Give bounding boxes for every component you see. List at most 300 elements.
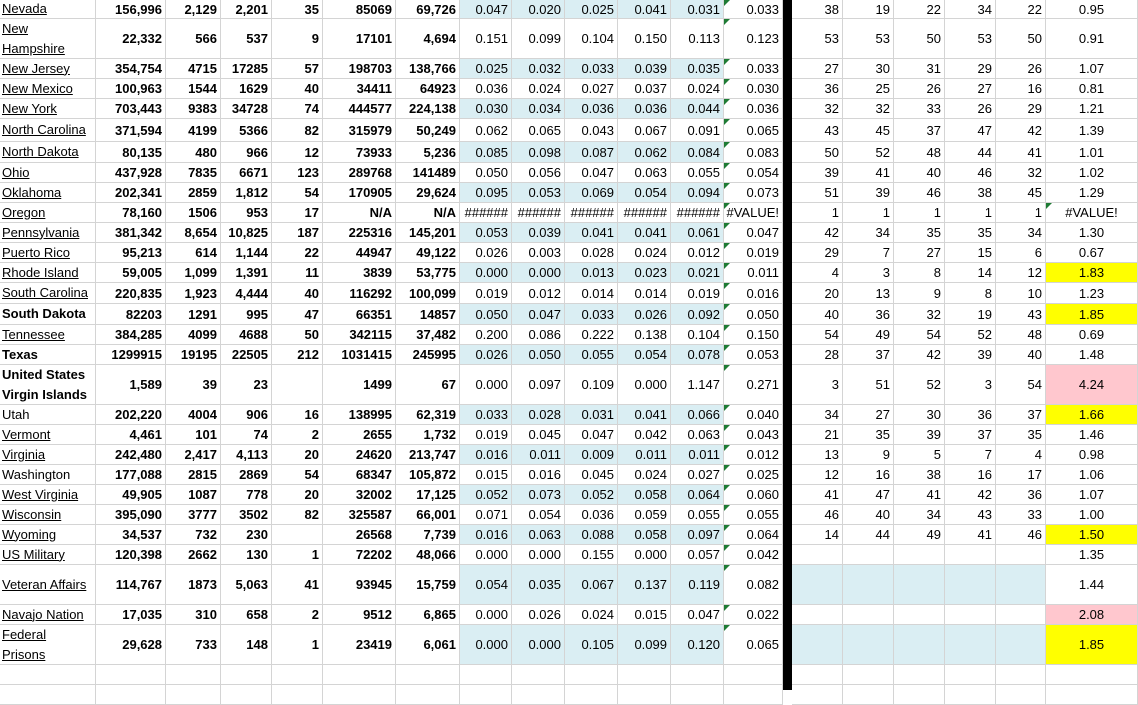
rank-cell[interactable]: 46 — [945, 163, 996, 183]
ratio-cell[interactable]: 1.44 — [1046, 565, 1138, 605]
count-cell[interactable]: 1291 — [166, 304, 221, 325]
rank-cell[interactable] — [996, 665, 1046, 685]
count-cell[interactable]: 48,066 — [396, 545, 460, 565]
rate-cell[interactable]: 0.028 — [512, 405, 565, 425]
state-name-cell[interactable] — [0, 445, 96, 465]
rank-cell[interactable]: 32 — [843, 99, 894, 119]
rate-cell[interactable] — [724, 685, 783, 705]
rank-cell[interactable]: 27 — [894, 243, 945, 263]
count-cell[interactable]: 4099 — [166, 325, 221, 345]
state-name[interactable]: New Jersey — [2, 60, 70, 76]
rank-cell[interactable]: 45 — [996, 183, 1046, 203]
rank-cell[interactable]: 19 — [843, 0, 894, 19]
rank-cell[interactable]: 28 — [792, 345, 843, 365]
state-name[interactable]: North Dakota — [2, 144, 79, 159]
rank-cell[interactable]: 46 — [792, 505, 843, 525]
count-cell[interactable]: 66,001 — [396, 505, 460, 525]
count-cell[interactable]: 138,766 — [396, 59, 460, 79]
count-cell[interactable]: 148 — [221, 625, 272, 665]
rank-cell[interactable]: 32 — [996, 163, 1046, 183]
rate-cell[interactable]: 0.020 — [512, 0, 565, 19]
rank-cell[interactable]: 9 — [894, 283, 945, 304]
rate-cell[interactable]: 0.062 — [618, 142, 671, 163]
count-cell[interactable]: 4688 — [221, 325, 272, 345]
rank-cell[interactable] — [996, 545, 1046, 565]
rate-cell[interactable]: 0.065 — [724, 625, 783, 665]
rate-cell[interactable]: 0.099 — [512, 19, 565, 59]
rate-cell[interactable]: 0.053 — [512, 183, 565, 203]
count-cell[interactable]: 44947 — [323, 243, 396, 263]
rate-cell[interactable]: 0.054 — [512, 505, 565, 525]
state-name-cell[interactable] — [0, 345, 96, 365]
rank-cell[interactable]: 44 — [945, 142, 996, 163]
count-cell[interactable]: 1,812 — [221, 183, 272, 203]
count-cell[interactable]: 310 — [166, 605, 221, 625]
rate-cell[interactable] — [460, 685, 512, 705]
rank-cell[interactable] — [894, 625, 945, 665]
rate-cell[interactable]: 0.123 — [724, 19, 783, 59]
rate-cell[interactable]: 0.041 — [618, 405, 671, 425]
count-cell[interactable]: 953 — [221, 203, 272, 223]
ratio-cell[interactable]: 1.66 — [1046, 405, 1138, 425]
rank-cell[interactable]: 36 — [843, 304, 894, 325]
count-cell[interactable]: 202,220 — [96, 405, 166, 425]
rate-cell[interactable]: 0.063 — [618, 163, 671, 183]
rank-cell[interactable] — [996, 565, 1046, 605]
rank-cell[interactable]: 50 — [792, 142, 843, 163]
rank-cell[interactable]: 29 — [792, 243, 843, 263]
rate-cell[interactable]: 0.052 — [460, 485, 512, 505]
rank-cell[interactable]: 52 — [945, 325, 996, 345]
rank-cell[interactable]: 40 — [996, 345, 1046, 365]
rate-cell[interactable]: 0.055 — [671, 505, 724, 525]
rate-cell[interactable]: 0.047 — [460, 0, 512, 19]
rank-cell[interactable]: 30 — [894, 405, 945, 425]
count-cell[interactable] — [396, 665, 460, 685]
count-cell[interactable]: 198703 — [323, 59, 396, 79]
count-cell[interactable]: 54 — [272, 465, 323, 485]
rank-cell[interactable] — [792, 625, 843, 665]
count-cell[interactable]: 72202 — [323, 545, 396, 565]
state-name-cell[interactable] — [0, 625, 96, 665]
count-cell[interactable]: 40 — [272, 283, 323, 304]
rate-cell[interactable]: 0.095 — [460, 183, 512, 203]
rate-cell[interactable]: 0.041 — [565, 223, 618, 243]
count-cell[interactable]: 49,905 — [96, 485, 166, 505]
count-cell[interactable]: 24620 — [323, 445, 396, 465]
ratio-cell[interactable]: 2.08 — [1046, 605, 1138, 625]
state-name-cell[interactable] — [0, 243, 96, 263]
count-cell[interactable]: 4004 — [166, 405, 221, 425]
rank-cell[interactable] — [792, 685, 843, 705]
rank-cell[interactable] — [843, 625, 894, 665]
rank-cell[interactable]: 32 — [894, 304, 945, 325]
count-cell[interactable] — [221, 665, 272, 685]
rank-cell[interactable]: 27 — [945, 79, 996, 99]
state-name[interactable]: Veteran Affairs — [2, 576, 87, 592]
rate-cell[interactable]: 0.047 — [724, 223, 783, 243]
count-cell[interactable]: 2 — [272, 605, 323, 625]
rate-cell[interactable]: 0.155 — [565, 545, 618, 565]
state-name-cell[interactable] — [0, 79, 96, 99]
count-cell[interactable] — [166, 685, 221, 705]
count-cell[interactable]: 59,005 — [96, 263, 166, 283]
rate-cell[interactable]: 0.047 — [671, 605, 724, 625]
state-name[interactable]: Wisconsin — [2, 506, 62, 522]
count-cell[interactable]: 78,160 — [96, 203, 166, 223]
rank-cell[interactable]: 43 — [792, 119, 843, 142]
count-cell[interactable]: 54 — [272, 183, 323, 203]
rank-cell[interactable] — [792, 605, 843, 625]
rate-cell[interactable]: 0.050 — [512, 345, 565, 365]
state-name[interactable]: Ohio — [2, 164, 30, 180]
rank-cell[interactable]: 3 — [945, 365, 996, 405]
rank-cell[interactable]: 30 — [843, 59, 894, 79]
rate-cell[interactable]: ###### — [512, 203, 565, 223]
state-name-cell[interactable] — [0, 263, 96, 283]
count-cell[interactable]: 966 — [221, 142, 272, 163]
count-cell[interactable]: 32002 — [323, 485, 396, 505]
rank-cell[interactable]: 17 — [996, 465, 1046, 485]
rank-cell[interactable]: 42 — [894, 345, 945, 365]
rate-cell[interactable]: 0.022 — [724, 605, 783, 625]
rate-cell[interactable]: 0.037 — [618, 79, 671, 99]
rate-cell[interactable]: ###### — [460, 203, 512, 223]
rate-cell[interactable]: 0.053 — [460, 223, 512, 243]
count-cell[interactable]: 2859 — [166, 183, 221, 203]
rank-cell[interactable]: 47 — [843, 485, 894, 505]
rate-cell[interactable]: 0.027 — [671, 465, 724, 485]
rank-cell[interactable]: 15 — [945, 243, 996, 263]
rate-cell[interactable]: 0.073 — [724, 183, 783, 203]
rank-cell[interactable]: 26 — [945, 99, 996, 119]
rank-cell[interactable]: 41 — [792, 485, 843, 505]
count-cell[interactable]: 381,342 — [96, 223, 166, 243]
state-name-cell[interactable] — [0, 525, 96, 545]
count-cell[interactable]: 1,923 — [166, 283, 221, 304]
count-cell[interactable]: 2 — [272, 425, 323, 445]
count-cell[interactable] — [96, 685, 166, 705]
rank-cell[interactable]: 53 — [843, 19, 894, 59]
count-cell[interactable]: 101 — [166, 425, 221, 445]
rate-cell[interactable]: 0.082 — [724, 565, 783, 605]
rate-cell[interactable]: 0.055 — [565, 345, 618, 365]
count-cell[interactable]: 6,061 — [396, 625, 460, 665]
rate-cell[interactable]: 0.025 — [460, 59, 512, 79]
rank-cell[interactable]: 46 — [894, 183, 945, 203]
state-name[interactable]: New York — [2, 100, 57, 116]
count-cell[interactable]: 230 — [221, 525, 272, 545]
rate-cell[interactable]: 0.150 — [618, 19, 671, 59]
count-cell[interactable]: 39 — [166, 365, 221, 405]
count-cell[interactable]: 16 — [272, 405, 323, 425]
rate-cell[interactable]: 0.015 — [460, 465, 512, 485]
rank-cell[interactable]: 41 — [894, 485, 945, 505]
count-cell[interactable]: 444577 — [323, 99, 396, 119]
rate-cell[interactable]: 0.032 — [512, 59, 565, 79]
count-cell[interactable]: 82 — [272, 505, 323, 525]
count-cell[interactable]: 9512 — [323, 605, 396, 625]
rate-cell[interactable]: 0.063 — [512, 525, 565, 545]
rate-cell[interactable]: 0.065 — [724, 119, 783, 142]
ratio-cell[interactable]: 0.67 — [1046, 243, 1138, 263]
rank-cell[interactable]: 54 — [792, 325, 843, 345]
count-cell[interactable]: 34411 — [323, 79, 396, 99]
state-name-cell[interactable] — [0, 485, 96, 505]
rate-cell[interactable]: 0.012 — [512, 283, 565, 304]
rank-cell[interactable]: 51 — [843, 365, 894, 405]
rate-cell[interactable]: 0.065 — [512, 119, 565, 142]
state-name[interactable]: New Mexico — [2, 80, 73, 96]
rank-cell[interactable]: 8 — [945, 283, 996, 304]
rate-cell[interactable]: 0.047 — [565, 163, 618, 183]
count-cell[interactable]: 37,482 — [396, 325, 460, 345]
rate-cell[interactable]: 0.000 — [512, 545, 565, 565]
rank-cell[interactable]: 42 — [945, 485, 996, 505]
state-name-cell[interactable] — [0, 465, 96, 485]
rank-cell[interactable]: 43 — [945, 505, 996, 525]
count-cell[interactable]: 4,113 — [221, 445, 272, 465]
rank-cell[interactable]: 27 — [843, 405, 894, 425]
rate-cell[interactable]: 0.088 — [565, 525, 618, 545]
count-cell[interactable]: 22505 — [221, 345, 272, 365]
rate-cell[interactable]: 0.066 — [671, 405, 724, 425]
count-cell[interactable]: 138995 — [323, 405, 396, 425]
count-cell[interactable]: 1087 — [166, 485, 221, 505]
rank-cell[interactable]: 29 — [945, 59, 996, 79]
rate-cell[interactable]: 0.060 — [724, 485, 783, 505]
rate-cell[interactable] — [512, 685, 565, 705]
count-cell[interactable]: 1873 — [166, 565, 221, 605]
rate-cell[interactable]: 0.055 — [671, 163, 724, 183]
rate-cell[interactable]: 0.019 — [460, 283, 512, 304]
rate-cell[interactable]: 0.016 — [460, 445, 512, 465]
count-cell[interactable]: 202,341 — [96, 183, 166, 203]
rate-cell[interactable]: 0.019 — [671, 283, 724, 304]
count-cell[interactable]: 62,319 — [396, 405, 460, 425]
count-cell[interactable]: 50 — [272, 325, 323, 345]
rate-cell[interactable]: 0.003 — [512, 243, 565, 263]
rate-cell[interactable]: 0.019 — [460, 425, 512, 445]
count-cell[interactable]: 2662 — [166, 545, 221, 565]
count-cell[interactable] — [396, 685, 460, 705]
rate-cell[interactable]: 0.009 — [565, 445, 618, 465]
count-cell[interactable]: 17285 — [221, 59, 272, 79]
count-cell[interactable]: 85069 — [323, 0, 396, 19]
count-cell[interactable]: 732 — [166, 525, 221, 545]
count-cell[interactable]: 1031415 — [323, 345, 396, 365]
rate-cell[interactable]: 0.222 — [565, 325, 618, 345]
ratio-cell[interactable]: 1.07 — [1046, 59, 1138, 79]
rank-cell[interactable]: 39 — [945, 345, 996, 365]
count-cell[interactable] — [96, 665, 166, 685]
count-cell[interactable]: 1,391 — [221, 263, 272, 283]
rate-cell[interactable]: 0.000 — [512, 625, 565, 665]
rank-cell[interactable]: 53 — [792, 19, 843, 59]
count-cell[interactable]: 7835 — [166, 163, 221, 183]
state-name[interactable]: New Hampshire — [2, 20, 65, 56]
ratio-cell[interactable]: 1.50 — [1046, 525, 1138, 545]
ratio-cell[interactable]: 1.85 — [1046, 304, 1138, 325]
count-cell[interactable]: 10,825 — [221, 223, 272, 243]
count-cell[interactable]: 20 — [272, 445, 323, 465]
rank-cell[interactable] — [996, 685, 1046, 705]
count-cell[interactable]: 2815 — [166, 465, 221, 485]
ratio-cell[interactable] — [1046, 685, 1138, 705]
count-cell[interactable]: 170905 — [323, 183, 396, 203]
count-cell[interactable]: 1544 — [166, 79, 221, 99]
count-cell[interactable]: 289768 — [323, 163, 396, 183]
count-cell[interactable]: 224,138 — [396, 99, 460, 119]
count-cell[interactable]: 69,726 — [396, 0, 460, 19]
count-cell[interactable]: 17101 — [323, 19, 396, 59]
rank-cell[interactable]: 52 — [894, 365, 945, 405]
count-cell[interactable] — [272, 685, 323, 705]
count-cell[interactable]: 15,759 — [396, 565, 460, 605]
rank-cell[interactable]: 13 — [843, 283, 894, 304]
rate-cell[interactable]: 0.092 — [671, 304, 724, 325]
count-cell[interactable]: 4,694 — [396, 19, 460, 59]
rate-cell[interactable]: 0.055 — [724, 505, 783, 525]
state-name-cell[interactable] — [0, 304, 96, 325]
count-cell[interactable]: 1 — [272, 545, 323, 565]
rank-cell[interactable]: 50 — [894, 19, 945, 59]
rank-cell[interactable]: 34 — [894, 505, 945, 525]
state-name-cell[interactable] — [0, 365, 96, 405]
rate-cell[interactable]: 0.013 — [565, 263, 618, 283]
ratio-cell[interactable]: 1.01 — [1046, 142, 1138, 163]
rank-cell[interactable]: 1 — [843, 203, 894, 223]
count-cell[interactable]: 614 — [166, 243, 221, 263]
count-cell[interactable]: 4,444 — [221, 283, 272, 304]
state-name[interactable]: Nevada — [2, 1, 47, 16]
count-cell[interactable]: 1,732 — [396, 425, 460, 445]
rank-cell[interactable]: 21 — [792, 425, 843, 445]
rate-cell[interactable]: 0.064 — [671, 485, 724, 505]
count-cell[interactable]: 49,122 — [396, 243, 460, 263]
state-name-cell[interactable] — [0, 283, 96, 304]
rank-cell[interactable]: 32 — [792, 99, 843, 119]
rank-cell[interactable]: 46 — [996, 525, 1046, 545]
state-name-cell[interactable] — [0, 565, 96, 605]
rank-cell[interactable]: 22 — [996, 0, 1046, 19]
rank-cell[interactable]: 12 — [996, 263, 1046, 283]
rank-cell[interactable] — [843, 665, 894, 685]
count-cell[interactable]: 733 — [166, 625, 221, 665]
rate-cell[interactable]: 0.033 — [724, 59, 783, 79]
rate-cell[interactable]: 0.025 — [724, 465, 783, 485]
rank-cell[interactable] — [945, 545, 996, 565]
ratio-cell[interactable]: 0.98 — [1046, 445, 1138, 465]
count-cell[interactable]: 242,480 — [96, 445, 166, 465]
count-cell[interactable]: 120,398 — [96, 545, 166, 565]
count-cell[interactable]: 1,099 — [166, 263, 221, 283]
count-cell[interactable]: 354,754 — [96, 59, 166, 79]
rate-cell[interactable]: 0.026 — [460, 345, 512, 365]
count-cell[interactable]: 130 — [221, 545, 272, 565]
count-cell[interactable]: 100,099 — [396, 283, 460, 304]
count-cell[interactable]: 1,144 — [221, 243, 272, 263]
ratio-cell[interactable]: 1.85 — [1046, 625, 1138, 665]
rate-cell[interactable]: 0.109 — [565, 365, 618, 405]
count-cell[interactable]: 245995 — [396, 345, 460, 365]
rate-cell[interactable]: 0.035 — [671, 59, 724, 79]
state-name-cell[interactable] — [0, 223, 96, 243]
count-cell[interactable]: 4,461 — [96, 425, 166, 445]
rate-cell[interactable]: 0.085 — [460, 142, 512, 163]
rank-cell[interactable]: 31 — [894, 59, 945, 79]
rank-cell[interactable]: 41 — [945, 525, 996, 545]
rate-cell[interactable]: 0.059 — [618, 505, 671, 525]
state-name-cell[interactable] — [0, 425, 96, 445]
count-cell[interactable]: 29,628 — [96, 625, 166, 665]
rate-cell[interactable]: 0.033 — [724, 0, 783, 19]
rank-cell[interactable]: 4 — [996, 445, 1046, 465]
rank-cell[interactable]: 54 — [996, 365, 1046, 405]
count-cell[interactable]: 480 — [166, 142, 221, 163]
rate-cell[interactable]: 0.016 — [724, 283, 783, 304]
count-cell[interactable]: 116292 — [323, 283, 396, 304]
count-cell[interactable]: 8,654 — [166, 223, 221, 243]
rank-cell[interactable]: 8 — [894, 263, 945, 283]
rank-cell[interactable] — [894, 545, 945, 565]
rate-cell[interactable]: 0.105 — [565, 625, 618, 665]
state-name[interactable]: US Military — [2, 546, 65, 562]
state-name-cell[interactable] — [0, 183, 96, 203]
rank-cell[interactable] — [945, 565, 996, 605]
rate-cell[interactable]: 0.039 — [618, 59, 671, 79]
rank-cell[interactable] — [894, 685, 945, 705]
count-cell[interactable]: 1499 — [323, 365, 396, 405]
rate-cell[interactable]: 0.045 — [512, 425, 565, 445]
state-name-cell[interactable] — [0, 325, 96, 345]
count-cell[interactable]: 1 — [272, 625, 323, 665]
rate-cell[interactable]: 0.042 — [724, 545, 783, 565]
count-cell[interactable]: 220,835 — [96, 283, 166, 304]
rate-cell[interactable]: 0.087 — [565, 142, 618, 163]
rank-cell[interactable]: 39 — [792, 163, 843, 183]
rate-cell[interactable]: ###### — [671, 203, 724, 223]
ratio-cell[interactable]: 1.23 — [1046, 283, 1138, 304]
state-name-cell[interactable] — [0, 19, 96, 59]
count-cell[interactable]: 80,135 — [96, 142, 166, 163]
rate-cell[interactable]: 0.000 — [512, 263, 565, 283]
count-cell[interactable]: 73933 — [323, 142, 396, 163]
count-cell[interactable]: 156,996 — [96, 0, 166, 19]
count-cell[interactable]: 5,063 — [221, 565, 272, 605]
rate-cell[interactable]: 0.024 — [618, 465, 671, 485]
state-name-cell[interactable] — [0, 605, 96, 625]
rank-cell[interactable]: 35 — [894, 223, 945, 243]
rank-cell[interactable]: 12 — [792, 465, 843, 485]
rank-cell[interactable]: 4 — [792, 263, 843, 283]
rank-cell[interactable]: 36 — [996, 485, 1046, 505]
rate-cell[interactable]: 0.000 — [460, 625, 512, 665]
rate-cell[interactable]: 0.053 — [724, 345, 783, 365]
rank-cell[interactable]: 26 — [894, 79, 945, 99]
rank-cell[interactable]: 54 — [894, 325, 945, 345]
rate-cell[interactable]: 0.033 — [565, 304, 618, 325]
rank-cell[interactable]: 35 — [996, 425, 1046, 445]
count-cell[interactable]: 123 — [272, 163, 323, 183]
rank-cell[interactable] — [894, 605, 945, 625]
rank-cell[interactable]: 3 — [792, 365, 843, 405]
count-cell[interactable]: 325587 — [323, 505, 396, 525]
rank-cell[interactable]: 35 — [843, 425, 894, 445]
count-cell[interactable]: 66351 — [323, 304, 396, 325]
rank-cell[interactable] — [945, 625, 996, 665]
rate-cell[interactable]: 0.062 — [460, 119, 512, 142]
